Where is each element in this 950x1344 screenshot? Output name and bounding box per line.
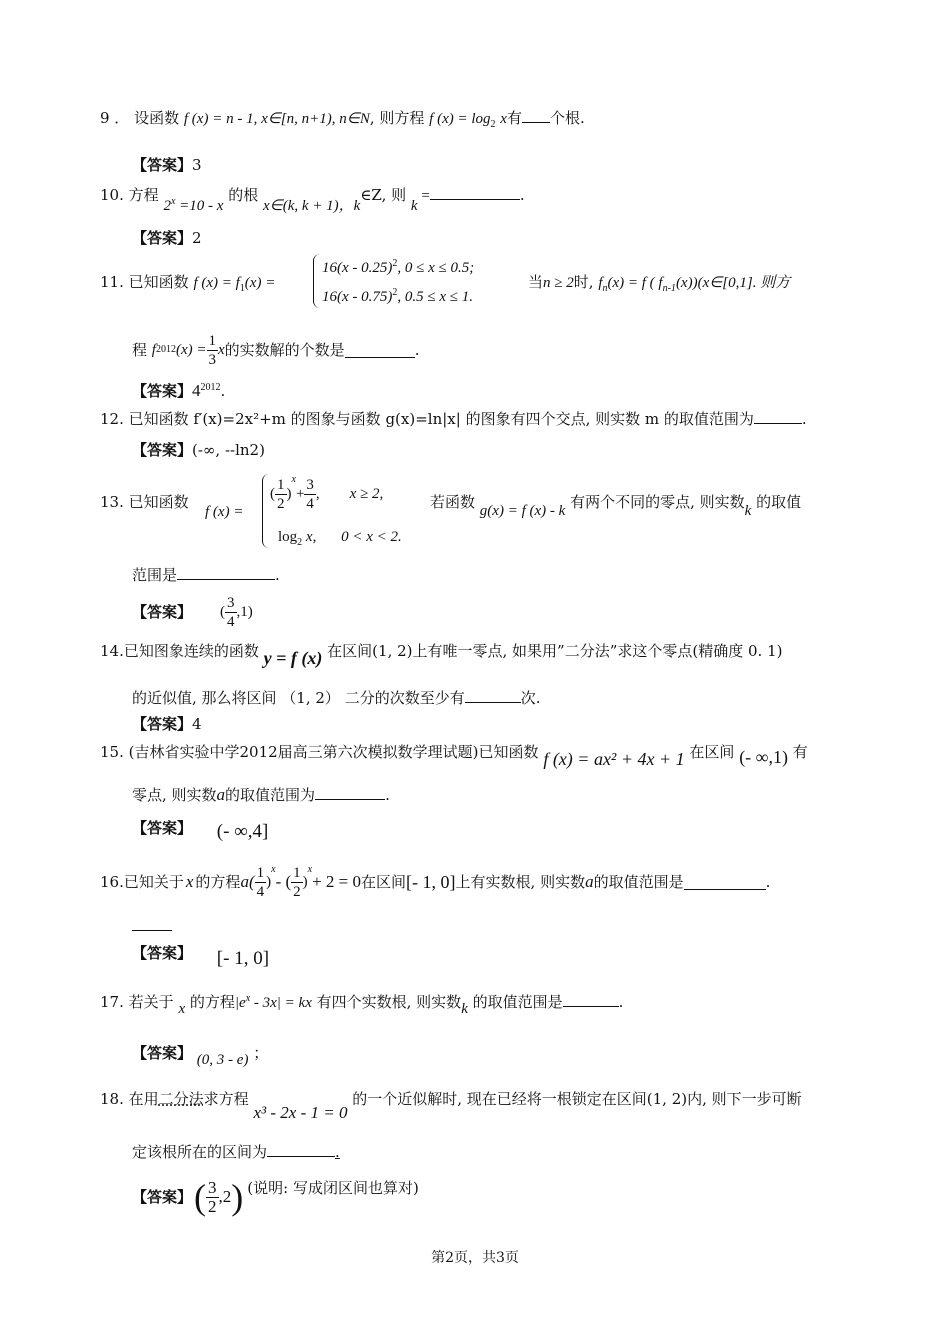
- q11-line1b: 当n ≥ 2时, $f_n(x) = f$ ( $f_{n-1}(x))(x\in[0,1]$. 则方: [528, 273, 791, 294]
- q12-answer: [132, 440, 265, 460]
- answer-label: 【答案】: [132, 715, 193, 733]
- q10-line: [100, 185, 525, 214]
- q16-text2: 的方程: [195, 873, 241, 891]
- q10-number: 10.: [100, 186, 124, 204]
- q16-blank-continuation: [132, 930, 172, 931]
- q9-equation: f (x) = log: [429, 111, 491, 127]
- q13-text: 已知函数: [128, 493, 189, 511]
- q15-text3: 零点, 则实数: [132, 786, 217, 804]
- q15-text2: 在区间: [689, 743, 735, 761]
- q15-text: (吉林省实验中学2012届高三第六次模拟数学理试题)已知函数: [128, 743, 539, 761]
- q10-answer-value: 2: [192, 229, 202, 247]
- q17-answer-value: (0, 3 - e): [196, 1052, 249, 1068]
- q10-k2: k: [410, 198, 418, 214]
- answer-label: 【答案】: [132, 603, 193, 621]
- q9-eq-sub: 2: [490, 119, 496, 130]
- q13-lhs: f (x) =: [205, 504, 244, 520]
- q18-answer-value: ,2: [218, 1187, 232, 1206]
- q11-number: 11.: [100, 273, 124, 291]
- q18-blank[interactable]: [267, 1142, 335, 1157]
- q10-end: .: [519, 186, 525, 204]
- q18-text3: 的一个近似解时, 现在已经将一根锁定在区间(1, 2)内, 则下一步可断: [352, 1090, 802, 1108]
- q9-answer: [132, 155, 202, 175]
- q16-answer-value: [- 1, 0]: [216, 948, 270, 969]
- q13-line1: [100, 492, 189, 512]
- q9-text: 设函数: [134, 109, 180, 127]
- q12-blank[interactable]: [754, 409, 802, 424]
- q18-line2: 定该根所在的区间为 .: [132, 1143, 340, 1161]
- q15-line2: 零点, 则实数a的取值范围为 .: [132, 785, 390, 804]
- q13-line2: 范围是 .: [132, 566, 280, 584]
- q13-brace: [262, 474, 269, 548]
- q18-line1: [100, 1089, 802, 1122]
- q11-answer: 【答案】$4^{2012}$.: [132, 381, 226, 400]
- q15-line1: 15. (吉林省实验中学2012届高三第六次模拟数学理试题)已知函数 f (x) = ax² + 4x + 1 在区间 (- ∞,1) 有: [100, 743, 808, 769]
- q14-line1: [100, 640, 783, 668]
- q9-blank[interactable]: [522, 108, 550, 123]
- q13-answer-value: ,1): [236, 604, 253, 620]
- q10-k: ，k: [338, 198, 361, 214]
- q15-answer: [132, 818, 269, 842]
- q17-line1: 17. 若关于 x 的方程$|e^x - 3x|$ = kx 有四个实数根, 则实数k 的取值范围是 .: [100, 993, 624, 1017]
- q14-text3: 的近似值, 那么将区间 （1, 2） 二分的次数至少有: [132, 689, 465, 707]
- q16-text4: 上有实数根, 则实数: [455, 873, 586, 891]
- q13-text5: 范围是: [132, 566, 178, 584]
- q13-text3: 有两个不同的零点, 则实数: [570, 493, 745, 511]
- q18-text: 在用: [128, 1090, 159, 1108]
- q15-text4: 的取值范围为: [225, 786, 316, 804]
- q10-set: x∈(k, k + 1): [263, 198, 339, 214]
- q14-answer-value: 4: [192, 715, 202, 733]
- answer-label: 【答案】: [132, 382, 193, 400]
- q16-blank[interactable]: [684, 875, 766, 890]
- q14-blank[interactable]: [465, 688, 521, 703]
- q10-answer: [132, 228, 202, 248]
- q14-answer: [132, 714, 202, 734]
- q12-number: 12.: [100, 410, 124, 428]
- q17-blank[interactable]: [563, 992, 619, 1007]
- q14-text2: 在区间(1, 2)上有唯一零点, 如果用”二分法”求这个零点(精确度 0. 1): [327, 642, 783, 660]
- q13-g: g(x) = f (x) - k: [479, 503, 566, 519]
- q9-text2: , 则方程: [369, 109, 425, 127]
- q16-text5: 的取值范围是: [593, 873, 684, 891]
- q11-lhs: f (x) = f: [193, 275, 240, 291]
- answer-label: 【答案】: [132, 944, 193, 962]
- q14-number: 14.: [100, 642, 124, 660]
- q11-text3: 时,: [573, 273, 594, 291]
- q10-eqsign: =: [417, 188, 430, 204]
- q13-text4: 的取值: [756, 493, 802, 511]
- q13-answer: 【答案】 ( $\frac{3}{4}$ ,1): [132, 594, 253, 630]
- q18-note: (说明: 写成闭区间也算对): [247, 1179, 419, 1197]
- q11-case2: 16(x - 0.75)$^2$, 0.5 ≤ x ≤ 1.: [322, 287, 474, 305]
- q18-text2: 求方程: [203, 1090, 249, 1108]
- answer-label: 【答案】: [132, 229, 193, 247]
- q18-dotted-text: 二分法: [158, 1090, 204, 1108]
- q11-line2: 程 f 2012 (x) = $\frac{1}{3}$ x 的实数解的个数是 .: [132, 332, 420, 368]
- q16-number: 16.: [100, 873, 124, 891]
- q11-fraction: $\frac{1}{3}$: [208, 332, 216, 368]
- q11-text5: 的实数解的个数是: [224, 341, 345, 359]
- q18-answer: 【答案】 ( $\frac{3}{2}$ ,2 ) (说明: 写成闭区间也算对): [132, 1177, 419, 1217]
- q18-text4: 定该根所在的区间为: [132, 1143, 268, 1161]
- q16-text: 已知关于: [123, 873, 184, 891]
- q12-line: 12. 已知函数 f′(x)=2x²+m 的图象与函数 g(x)=ln|x| 的图象有四个交点, 则实数 m 的取值范围为 .: [100, 410, 807, 428]
- q14-equation: y = f (x): [263, 648, 323, 668]
- q9-number: 9 ．: [100, 109, 130, 127]
- q18-equation: x³ - 2x - 1 = 0: [253, 1103, 348, 1122]
- q9-text3: 有: [506, 109, 522, 127]
- q17-text3: 有四个实数根, 则实数: [316, 993, 462, 1011]
- q11-text: 已知函数: [128, 273, 189, 291]
- q9-function: f (x) = n - 1, x∈[n, n+1), n∈N: [183, 111, 370, 127]
- q9-text4: 个根.: [549, 109, 585, 127]
- q12-text: 已知函数 f′(x)=2x²+m 的图象与函数 g(x)=ln|x| 的图象有四个交点, 则实数 m 的取值范围为: [128, 410, 754, 428]
- q16-text3: 在区间: [361, 873, 407, 891]
- q9-eq-x: x: [500, 111, 507, 127]
- q11-answer-value: 4: [192, 381, 201, 400]
- q10-text3: ∈Z, 则: [360, 186, 407, 204]
- q10-text2: 的根: [228, 186, 259, 204]
- q17-number: 17.: [100, 993, 124, 1011]
- answer-label: 【答案】: [132, 1044, 193, 1062]
- q11-case1: 16(x - 0.25)$^2$, 0 ≤ x ≤ 0.5;: [322, 258, 475, 276]
- answer-label: 【答案】: [132, 1188, 193, 1206]
- q14-text: 已知图象连续的函数: [123, 642, 259, 660]
- q13-number: 13.: [100, 493, 124, 511]
- q18-number: 18.: [100, 1090, 124, 1108]
- q11-brace: [313, 254, 320, 308]
- q16-line1: 16. 已知关于 x 的方程 a( $\frac{1}{4}$ ) x - ( $\frac{1}{2}$ ) x + 2 = 0 在区间 [- 1, 0] 上有实数根, 则实数 a 的取值范围是 .: [100, 864, 771, 900]
- q13-case1: ( $\frac{1}{2}$ ) x + $\frac{3}{4}$ , x ≥ 2,: [270, 474, 384, 512]
- q11-blank[interactable]: [345, 343, 415, 358]
- q13-text2: 若函数: [430, 493, 476, 511]
- q16-answer: [132, 943, 270, 969]
- q13-line1b: 若函数 g(x) = f (x) - k 有两个不同的零点, 则实数k 的取值: [430, 493, 802, 519]
- answer-label: 【答案】: [132, 156, 193, 174]
- q15-interval: (- ∞,1): [739, 747, 789, 767]
- page-footer: 第2页，共3页: [431, 1250, 519, 1266]
- q11-line1: 11. 已知函数 f $(x) = f_1(x)$ =: [100, 273, 276, 294]
- q9-answer-value: 3: [192, 156, 202, 174]
- q11-text4: 程: [132, 341, 148, 359]
- q11-cond: n ≥ 2: [543, 275, 574, 291]
- q17-text2: 的方程: [189, 993, 235, 1011]
- q12-answer-value: (-∞, --ln2): [192, 441, 265, 459]
- answer-label: 【答案】: [132, 819, 193, 837]
- q15-equation: f (x) = ax² + 4x + 1: [543, 749, 685, 769]
- q15-blank[interactable]: [315, 785, 385, 800]
- q17-answer: 【答案】 (0, 3 - e) ；: [132, 1044, 269, 1068]
- q15-answer-value: (- ∞,4]: [216, 821, 269, 842]
- q10-blank[interactable]: [430, 185, 520, 200]
- q9-line: [100, 108, 585, 129]
- q17-text4: 的取值范围是: [472, 993, 563, 1011]
- q17-equation: |e: [234, 995, 246, 1011]
- q10-text: 方程: [128, 186, 159, 204]
- q10-equation: $2^x =10 - x$: [163, 196, 224, 214]
- q15-number: 15.: [100, 743, 124, 761]
- q17-text: 若关于: [128, 993, 174, 1011]
- q11-recursion: (x))(x∈[0,1]. 则方: [675, 275, 791, 291]
- q16-interval: [- 1, 0]: [406, 872, 456, 892]
- q13-blank[interactable]: [177, 565, 275, 580]
- q14-line2: 的近似值, 那么将区间 （1, 2） 二分的次数至少有 次.: [132, 689, 541, 707]
- q11-text2: 当: [528, 273, 544, 291]
- answer-label: 【答案】: [132, 441, 193, 459]
- q13-case2: $\log_2 x$, 0 < x < 2.: [278, 529, 402, 548]
